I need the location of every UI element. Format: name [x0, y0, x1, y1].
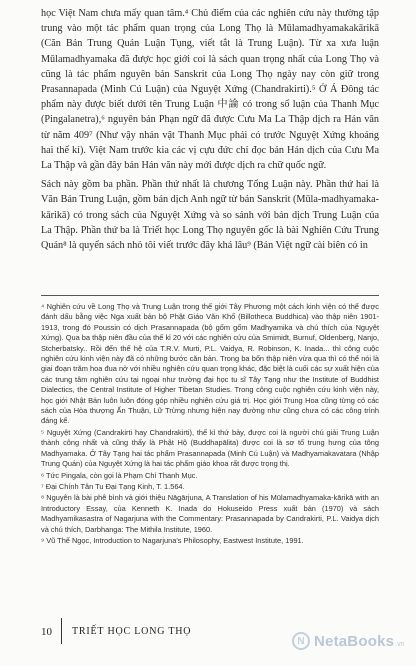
footnotes	[41, 302, 379, 547]
netabooks-logo-icon: N	[292, 632, 310, 650]
footnote-6: ⁶ Tức Pingala, còn gọi là Phạm Chí Thanh Mục.	[41, 470, 198, 480]
body-paragraph-1: học Việt Nam chưa mấy quan tâm.⁴ Chủ điểm của các nghiên cứu này thường tập trung vào một tác phẩm quan trọng của Long Thọ là Mūlamadhyamakakārikā (Căn Bản Trung Quán Luận Tụng, viết tắt là Trung Luận). Từ xa xưa luận Mūlamadhyamaka đã được học giới coi là sách quan trọng nhất của Long Thọ và cũng là tác phẩm nguyên bản Sanskrit của Long Thọ ngày nay còn giữ trong Prasannapada (Minh Cú Luận) của Nguyệt Xứng (Chandrakirti).⁵ Ở Á Đông tác phẩm này được biết dưới tên Trung Luận 中論 có trong số luận của Thanh Mục (Pingalanetra),⁶ nguyên bản Phạn ngữ đã được Cưu Ma La Thập dịch ra Hán văn từ năm 409⁷ (Như vậy nhản vật Thanh Mục phải có trước Nguyệt Xứng khoảng hai thế kỉ). Việt Nam trước kia các vị cựu đức chỉ đọc bản Hán dịch của Cưu Ma La Thập và gần đây bản Hán văn này mới được dịch ra chữ quốc ngữ.	[41, 8, 379, 172]
footnote-9: ⁹ Vũ Thế Ngọc, Introduction to Nagarjuna's Philosophy, Eastwest Institute, 1991.	[41, 535, 304, 545]
body-paragraph-2: Sách này gồm ba phần. Phần thứ nhất là chương Tổng Luận này. Phần thứ hai là Văn Bản Trung Luận, gồm bản dịch Anh ngữ từ bản Sanskrit (Mūla-madhyamaka-kārikā) có trong sách của Nguyệt Xứng và so sánh với bản dịch Trung Luận của La Thập. Phần thứ ba là Triết học Long Thọ nguyên gốc là bài Nghiên Cứu Trung Quán⁸ là quyển sách nhỏ tôi viết trước đây khá lâu⁹ (Bản Việt ngữ cài biên có in	[41, 179, 379, 252]
watermark	[292, 630, 405, 652]
footnote-4: ⁴ Nghiên cứu về Long Thọ và Trung Luận trong thế giới Tây Phương một cách kinh viện có thể được đánh dấu bằng việc Nga xuất bản bộ Phật Giáo Văn Khố (Billotheca Buddhica) vào thập niên 1901-1913, trong đó Poussin có dịch Prasannapada (bộ gốm gốm Madhyamika và chú thích của Nguyệt Xứng). Qua ba thập niên đầu của thế kỉ 20 với các nghiên cứu của Smimidt, Burnuf, Oldenberg, Nanjo, Stcherbatsky.. Rồi đến thế hệ của T.R.V. Murti, P.L. Vaidya, R. Robinson, K. Inada... thì công cuộc nghiên cứu kinh viện này đã có những bước căn bản. Trong ba bốn thập niên vừa qua thì có thể nói là giai đoạn trăm hoa đua nở với nhiều nghiên cứu quan trọng khác, đặc biệt là cuối các sự xuất hiện của các trung tâm nghiên cứu tại ngoại như trường đại học tu sĩ Tây Tạng như the Institute of Buddhist Dialectics, the Central Institute of Higher Tibetan Studies. Trong công cuộc nghiên cứu kinh viện này, học giới Nhật Bản luôn luôn đóng góp nhiều nghiên cứu giá trị. Học giới Trung Hoa cũng từng có các sách của Hòa thượng Ấn Thuận, Lữ Trừng nhưng hiện nay đường như cũng chưa có các công trình đáng kể.	[41, 302, 379, 426]
footnote-5: ⁵ Nguyệt Xứng (Candrakirti hay Chandrakirti), thế kỉ thứ bảy, được coi là người chú giải Trung Luận thành công nhất và cũng thấy là Phật Hộ (Buddhapālita) được coi là sơ tổ trung hưng của tông Madhyamaka. Ở Tây Tạng hai tác phẩm Prasannapada (Minh Cú Luận) và Madhyamakavatara (Nhập Trung Quán) của Nguyệt Xứng là hai tác phẩm giáo khoa rất được trọng thị.	[41, 427, 379, 469]
main-text	[41, 6, 379, 253]
footer-divider	[61, 618, 62, 644]
watermark-text: NetaBooks	[314, 632, 395, 650]
footnote-8: ⁸ Nguyên là bài phê bình và giới thiệu Nāgārjuna, A Translation of his Mūlamadhyamaka-kārikā with an Introductory Essay, của Kenneth K. Inada do Hokuseido Press xuất bản (1970) và sách Madhyamikasastra of Nagarjuna with the Commentary: Prasannapada by Candrakirti, P.L. Vaidya dịch và chú thích, Darbhanga: The Mithila Institute, 1960.	[41, 493, 379, 534]
footnote-separator	[41, 295, 379, 296]
footnote-7: ⁷ Đại Chính Tân Tu Đại Tạng Kinh, T. 1.564.	[41, 481, 185, 491]
page-number: 10	[41, 626, 52, 638]
watermark-suffix: .vn	[395, 640, 405, 648]
running-title: TRIẾT HỌC LONG THỌ	[72, 626, 192, 637]
